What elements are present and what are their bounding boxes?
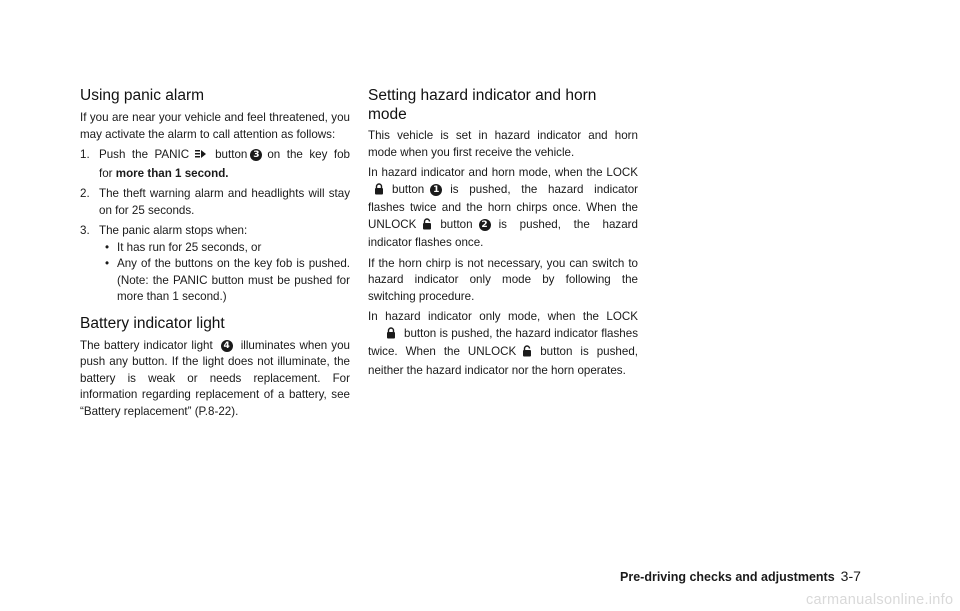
paragraph-text: button is pushed, neither the hazard indicator nor the horn operates.	[368, 345, 638, 377]
hazard-only-mode-paragraph	[368, 309, 638, 379]
paragraph-text: In hazard indicator and horn mode, when the LOCK	[368, 166, 638, 179]
callout-badge: 3	[250, 149, 262, 161]
hazard-horn-mode-paragraph	[368, 165, 638, 252]
paragraph-text: button	[440, 217, 473, 231]
step-text: The theft warning alarm and headlights will stay on for 25 seconds.	[99, 187, 350, 217]
step-number: 3.	[80, 224, 90, 237]
paragraph-text: button	[392, 182, 425, 196]
stop-conditions-list	[99, 240, 350, 306]
unlock-icon	[422, 218, 432, 236]
step-text: button	[215, 148, 248, 161]
paragraph-text: illuminates when you push any button. If the light does not illuminate, the battery is weak or needs replacement. For information regarding replacement of a battery, see “Battery replacement” (P.8-22).	[80, 338, 350, 418]
unlock-icon	[522, 345, 532, 363]
bullet-icon: •	[105, 240, 110, 254]
hazard-intro: This vehicle is set in hazard indicator and horn mode when you first receive the vehicle.	[368, 129, 638, 159]
hazard-horn-heading: Setting hazard indicator and horn mode	[368, 87, 597, 123]
step-text: The panic alarm stops when:	[99, 224, 248, 237]
step-text: Push the PANIC	[99, 148, 190, 161]
callout-badge: 1	[430, 184, 442, 196]
page-number: 3-7	[840, 568, 861, 584]
step-text: on the key fob for	[99, 148, 350, 180]
switch-mode-paragraph: If the horn chirp is not necessary, you can switch to hazard indicator only mode by following the switching procedure.	[368, 256, 638, 303]
section-title: Pre-driving checks and adjustments	[620, 570, 835, 584]
panic-icon	[195, 149, 207, 166]
panic-intro: If you are near your vehicle and feel threatened, you may activate the alarm to call attention as follows:	[80, 111, 350, 141]
watermark: carmanualsonline.info	[806, 592, 954, 608]
panic-alarm-heading: Using panic alarm	[80, 87, 205, 104]
left-column	[80, 86, 350, 424]
bullet-text: It has run for 25 seconds, or	[117, 240, 262, 254]
step-number: 2.	[80, 187, 90, 200]
bullet-text: Any of the buttons on the key fob is pushed. (Note: the PANIC button must be pushed for more than 1 second.)	[117, 257, 350, 303]
page-footer	[620, 568, 861, 584]
callout-badge: 2	[479, 219, 491, 231]
bullet-icon: •	[105, 257, 110, 270]
paragraph-text: is pushed, the hazard indicator flashes once.	[368, 217, 638, 249]
paragraph-text: In hazard indicator only mode, when the LOCK	[368, 310, 638, 323]
battery-indicator-heading: Battery indicator light	[80, 314, 225, 332]
panic-steps	[80, 147, 350, 306]
step-number: 1.	[80, 148, 90, 161]
step-item	[80, 147, 350, 182]
paragraph-text: The battery indicator light	[80, 338, 213, 352]
battery-paragraph	[80, 338, 350, 421]
emphasis-text: more than 1 second.	[115, 166, 229, 180]
list-item	[99, 256, 350, 306]
lock-icon	[386, 327, 396, 345]
paragraph-text: is pushed, the hazard indicator flashes twice and the horn chirps once. When the UNLOCK	[368, 182, 638, 231]
callout-badge: 4	[221, 340, 233, 352]
step-item	[80, 223, 350, 306]
paragraph-text: button is pushed, the hazard indicator flashes twice. When the UNLOCK	[368, 326, 638, 358]
step-item	[80, 186, 350, 219]
lock-icon	[374, 183, 384, 201]
right-column	[368, 86, 638, 383]
list-item	[99, 240, 350, 257]
